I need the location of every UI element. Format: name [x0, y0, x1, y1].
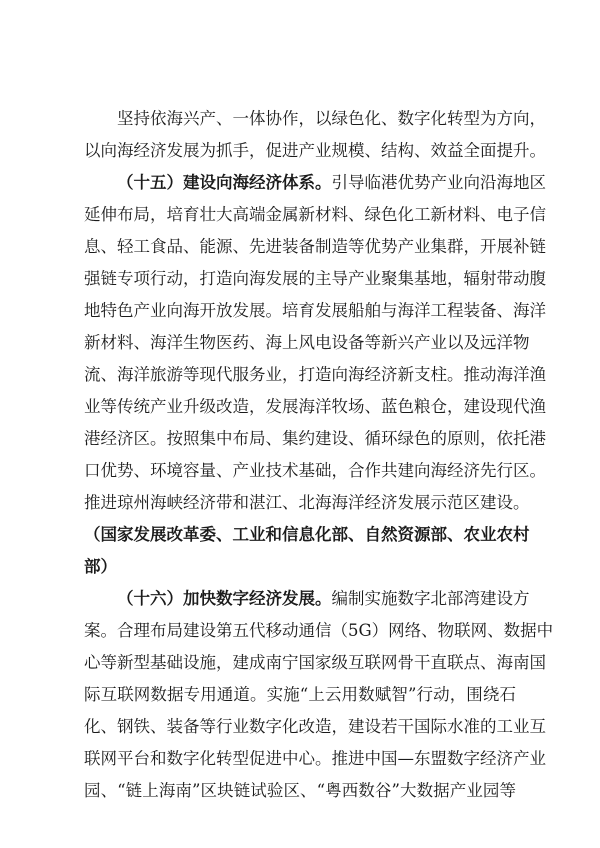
- section-16-line-4: 际互联网数据专用通道。实施“上云用数赋智”行动，围绕石: [84, 685, 516, 704]
- section-15-heading: （十五）建设向海经济体系。: [117, 173, 332, 192]
- section-16-heading: （十六）加快数字经济发展。: [117, 589, 332, 608]
- section-15-line-2: 延伸布局，培育壮大高端金属新材料、绿色化工新材料、电子信: [84, 205, 546, 224]
- section-15-first-line: [117, 168, 546, 198]
- section-16-first-line-text: 编制实施数字北部湾建设方: [331, 589, 530, 608]
- paragraph-1-line-1: 坚持依海兴产、一体协作，以绿色化、数字化转型为方向，: [117, 109, 546, 128]
- section-15-departments-line-2: 部）: [84, 557, 117, 576]
- section-15-departments-line-1: （国家发展改革委、工业和信息化部、自然资源部、农业农村: [84, 525, 530, 544]
- section-15-line-8: 业等传统产业升级改造，发展海洋牧场、蓝色粮仓，建设现代渔: [84, 397, 546, 416]
- section-15-line-5: 地特色产业向海开放发展。培育发展船舶与海洋工程装备、海洋: [84, 301, 546, 320]
- section-15-first-line-text: 引导临港优势产业向沿海地区: [331, 173, 546, 192]
- section-15-line-11: 推进琼州海峡经济带和湛江、北海海洋经济发展示范区建设。: [84, 493, 530, 512]
- section-15-line-10: 口优势、环境容量、产业技术基础，合作共建向海经济先行区。: [84, 461, 546, 480]
- section-16-line-5: 化、钢铁、装备等行业数字化改造，建设若干国际水准的工业互: [84, 717, 546, 736]
- section-15-line-4: 强链专项行动，打造向海发展的主导产业聚集基地，辐射带动腹: [84, 269, 546, 288]
- paragraph-1-line-2: 以向海经济发展为抓手，促进产业规模、结构、效益全面提升。: [84, 141, 546, 160]
- section-16-first-line: [117, 584, 530, 614]
- section-16-line-6: 联网平台和数字化转型促进中心。推进中国—东盟数字经济产业: [84, 749, 546, 768]
- section-15-line-9: 港经济区。按照集中布局、集约建设、循环绿色的原则，依托港: [84, 429, 546, 448]
- section-16-line-2: 案。合理布局建设第五代移动通信（5G）网络、物联网、数据中: [84, 621, 554, 640]
- section-16-line-7: 园、“链上海南”区块链试验区、“粤西数谷”大数据产业园等: [84, 781, 516, 800]
- section-15-line-3: 息、轻工食品、能源、先进装备制造等优势产业集群，开展补链: [84, 237, 546, 256]
- section-15-line-6: 新材料、海洋生物医药、海上风电设备等新兴产业以及远洋物: [84, 333, 530, 352]
- section-15-line-7: 流、海洋旅游等现代服务业，打造向海经济新支柱。推动海洋渔: [84, 365, 546, 384]
- section-16-line-3: 心等新型基础设施，建成南宁国家级互联网骨干直联点、海南国: [84, 653, 546, 672]
